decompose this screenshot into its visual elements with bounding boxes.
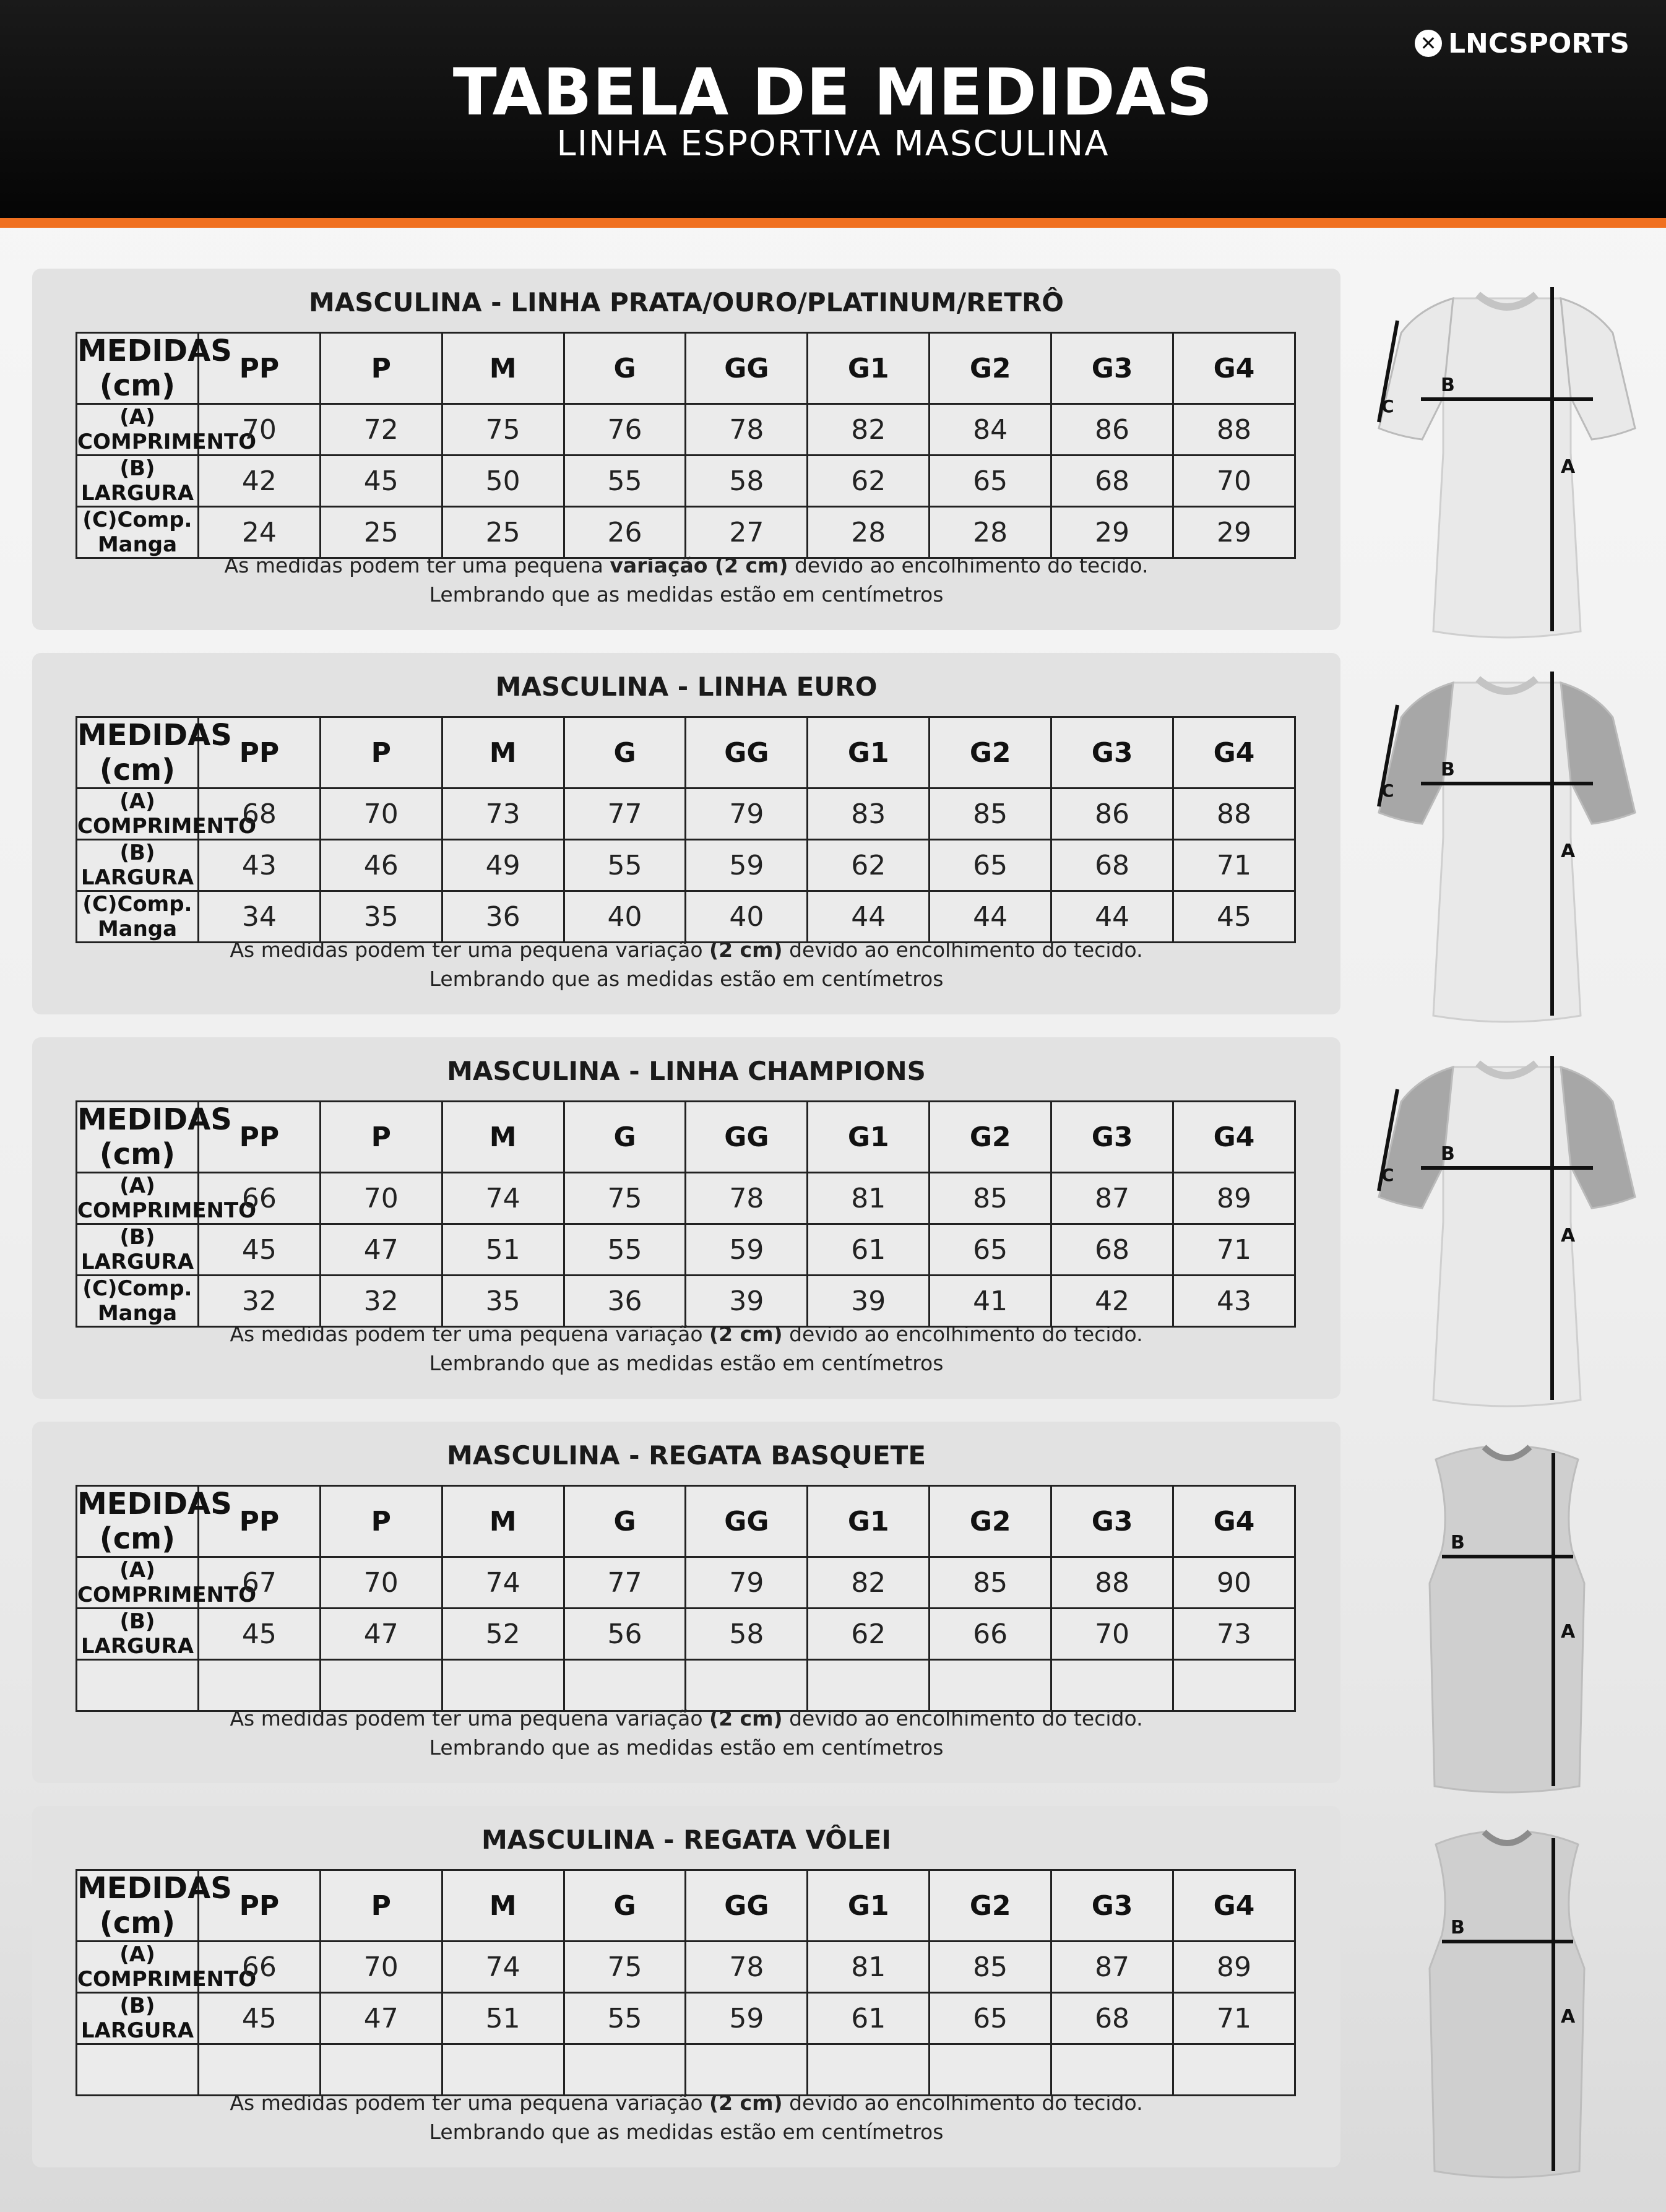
value-cell: 82: [808, 1557, 930, 1609]
size-header: G1: [808, 717, 930, 788]
value-cell: 66: [198, 1173, 320, 1224]
row-label: [77, 1660, 199, 1711]
measure-header: MEDIDAS (cm): [77, 1871, 232, 1940]
value-cell: [1173, 2044, 1295, 2096]
value-cell: 85: [930, 1942, 1051, 1993]
row-largura: [77, 840, 1295, 891]
row-label: [77, 2044, 199, 2096]
garment-diagram: [1366, 1428, 1647, 1794]
note-line-1: [32, 553, 1340, 577]
value-cell: 78: [686, 1173, 808, 1224]
row-manga: [77, 1276, 1295, 1327]
value-cell: 70: [198, 404, 320, 456]
note-bold: (2 cm): [709, 1322, 783, 1346]
note-text: devido ao encolhimento do tecido.: [782, 1322, 1143, 1346]
size-header: P: [320, 1486, 442, 1557]
size-header: G2: [930, 1102, 1051, 1173]
note-text: devido ao encolhimento do tecido.: [782, 2091, 1143, 2115]
value-cell: [808, 2044, 930, 2096]
size-header: G4: [1173, 333, 1295, 404]
value-cell: 78: [686, 1942, 808, 1993]
value-cell: 27: [686, 507, 808, 558]
right-sleeve-shape: [1561, 683, 1635, 824]
value-cell: 44: [930, 891, 1051, 943]
note-bold: (2 cm): [709, 1706, 783, 1730]
size-header: G: [564, 1102, 686, 1173]
size-header: GG: [686, 717, 808, 788]
header-row: [77, 717, 1295, 788]
value-cell: 67: [198, 1557, 320, 1609]
value-cell: 89: [1173, 1942, 1295, 1993]
value-cell: 51: [442, 1224, 564, 1276]
size-table: [76, 1100, 1296, 1328]
size-header: G4: [1173, 717, 1295, 788]
size-header: M: [442, 1486, 564, 1557]
value-cell: 68: [1051, 840, 1173, 891]
value-cell: 52: [442, 1609, 564, 1660]
value-cell: 32: [198, 1276, 320, 1327]
value-cell: 70: [320, 788, 442, 840]
row-label: (A) COMPRIMENTO: [77, 1173, 257, 1223]
value-cell: 71: [1173, 840, 1295, 891]
value-cell: 65: [930, 1224, 1051, 1276]
value-cell: 34: [198, 891, 320, 943]
value-cell: 55: [564, 840, 686, 891]
header-accent-stripe: [0, 218, 1666, 228]
size-header: G1: [808, 333, 930, 404]
shirt-body-shape: [1433, 298, 1581, 637]
value-cell: 88: [1051, 1557, 1173, 1609]
note-text: As medidas podem ter uma pequena variação: [230, 938, 710, 962]
value-cell: 26: [564, 507, 686, 558]
size-header: P: [320, 1102, 442, 1173]
note-bold: variação (2 cm): [610, 553, 788, 577]
value-cell: 81: [808, 1173, 930, 1224]
row-label: (B) LARGURA: [77, 456, 199, 507]
size-header: PP: [198, 333, 320, 404]
brand-logo: [1415, 27, 1629, 59]
value-cell: 40: [564, 891, 686, 943]
value-cell: 90: [1173, 1557, 1295, 1609]
size-header: G2: [930, 1870, 1051, 1942]
right-sleeve-shape: [1561, 1067, 1635, 1208]
size-header: G2: [930, 717, 1051, 788]
size-header: G1: [808, 1486, 930, 1557]
note-line-1: [32, 1322, 1340, 1346]
value-cell: [442, 2044, 564, 2096]
size-header: G1: [808, 1102, 930, 1173]
value-cell: [320, 2044, 442, 2096]
size-header: G3: [1051, 717, 1173, 788]
value-cell: 50: [442, 456, 564, 507]
note-line-2: Lembrando que as medidas estão em centímetros: [429, 582, 944, 607]
value-cell: 42: [1051, 1276, 1173, 1327]
value-cell: 62: [808, 456, 930, 507]
value-cell: 86: [1051, 404, 1173, 456]
size-header: P: [320, 1870, 442, 1942]
measure-label-a: A: [1561, 2006, 1576, 2028]
note-bold: (2 cm): [709, 2091, 783, 2115]
value-cell: 85: [930, 788, 1051, 840]
row-label: (C)Comp. Manga: [77, 1276, 199, 1327]
measure-header: MEDIDAS (cm): [77, 1487, 232, 1556]
measure-header: MEDIDAS (cm): [77, 334, 232, 403]
row-label: (A) COMPRIMENTO: [77, 789, 257, 839]
shirt-body-shape: [1433, 683, 1581, 1022]
value-cell: 58: [686, 1609, 808, 1660]
value-cell: 61: [808, 1224, 930, 1276]
page-subtitle: LINHA ESPORTIVA MASCULINA: [556, 124, 1110, 164]
value-cell: 68: [198, 788, 320, 840]
value-cell: 66: [930, 1609, 1051, 1660]
value-cell: 71: [1173, 1993, 1295, 2044]
size-header: P: [320, 333, 442, 404]
note-text: As medidas podem ter uma pequena: [224, 553, 610, 577]
value-cell: 35: [442, 1276, 564, 1327]
measure-label-a: A: [1561, 1225, 1576, 1246]
value-cell: 44: [1051, 891, 1173, 943]
value-cell: 45: [1173, 891, 1295, 943]
size-panel: [32, 1806, 1340, 2167]
panel-title: MASCULINA - LINHA PRATA/OURO/PLATINUM/RETRÔ: [309, 287, 1064, 318]
value-cell: 82: [808, 404, 930, 456]
value-cell: 42: [198, 456, 320, 507]
value-cell: [442, 1660, 564, 1711]
value-cell: 43: [1173, 1276, 1295, 1327]
value-cell: 88: [1173, 788, 1295, 840]
note-line-2: Lembrando que as medidas estão em centímetros: [429, 1735, 944, 1760]
size-header: M: [442, 1870, 564, 1942]
size-header: M: [442, 333, 564, 404]
value-cell: 68: [1051, 1224, 1173, 1276]
value-cell: 40: [686, 891, 808, 943]
value-cell: 28: [808, 507, 930, 558]
value-cell: 65: [930, 456, 1051, 507]
tank-top-shape: [1430, 1447, 1584, 1792]
size-header: G: [564, 717, 686, 788]
value-cell: 87: [1051, 1942, 1173, 1993]
size-header: PP: [198, 1486, 320, 1557]
measure-label-b: B: [1451, 1917, 1465, 1938]
value-cell: 47: [320, 1993, 442, 2044]
value-cell: 73: [1173, 1609, 1295, 1660]
value-cell: 68: [1051, 456, 1173, 507]
measure-label-b: B: [1441, 1143, 1455, 1165]
value-cell: 74: [442, 1557, 564, 1609]
value-cell: 70: [320, 1173, 442, 1224]
value-cell: [198, 2044, 320, 2096]
value-cell: 83: [808, 788, 930, 840]
value-cell: 59: [686, 1993, 808, 2044]
row-manga: [77, 891, 1295, 943]
value-cell: 84: [930, 404, 1051, 456]
size-header: G: [564, 1486, 686, 1557]
header-row: [77, 333, 1295, 404]
note-text: As medidas podem ter uma pequena variação: [230, 1706, 710, 1730]
size-header: GG: [686, 1486, 808, 1557]
value-cell: 24: [198, 507, 320, 558]
row-comprimento: [77, 788, 1295, 840]
value-cell: 79: [686, 1557, 808, 1609]
value-cell: 56: [564, 1609, 686, 1660]
garment-diagram: [1366, 1813, 1647, 2179]
value-cell: [686, 2044, 808, 2096]
value-cell: [1051, 2044, 1173, 2096]
value-cell: 29: [1173, 507, 1295, 558]
note-line-2: Lembrando que as medidas estão em centímetros: [429, 1351, 944, 1375]
value-cell: 70: [1173, 456, 1295, 507]
row-label: (B) LARGURA: [77, 1224, 199, 1276]
note-line-2: Lembrando que as medidas estão em centímetros: [429, 967, 944, 991]
value-cell: 45: [320, 456, 442, 507]
brand-mark-icon: ✕: [1415, 30, 1442, 57]
size-panel: [32, 269, 1340, 630]
row-comprimento: [77, 1942, 1295, 1993]
size-panel: [32, 653, 1340, 1014]
measure-label-b: B: [1441, 759, 1455, 780]
tank-top-shape: [1430, 1832, 1584, 2177]
size-header: G3: [1051, 1870, 1173, 1942]
brand-name: LNCSPORTS: [1448, 27, 1629, 59]
value-cell: 39: [808, 1276, 930, 1327]
value-cell: 55: [564, 1993, 686, 2044]
row-label: (A) COMPRIMENTO: [77, 405, 257, 454]
value-cell: 66: [198, 1942, 320, 1993]
row-largura: [77, 456, 1295, 507]
value-cell: 45: [198, 1609, 320, 1660]
header-row: [77, 1486, 1295, 1557]
right-sleeve-shape: [1561, 298, 1635, 439]
value-cell: 71: [1173, 1224, 1295, 1276]
value-cell: 70: [1051, 1609, 1173, 1660]
value-cell: 46: [320, 840, 442, 891]
size-header: PP: [198, 717, 320, 788]
note-text: As medidas podem ter uma pequena variação: [230, 2091, 710, 2115]
garment-diagram: [1366, 1042, 1647, 1407]
value-cell: 36: [564, 1276, 686, 1327]
value-cell: 65: [930, 1993, 1051, 2044]
note-text: devido ao encolhimento do tecido.: [788, 553, 1149, 577]
panel-title: MASCULINA - REGATA BASQUETE: [446, 1440, 926, 1471]
value-cell: 32: [320, 1276, 442, 1327]
size-panel: [32, 1037, 1340, 1399]
value-cell: 79: [686, 788, 808, 840]
value-cell: [930, 2044, 1051, 2096]
size-panel: [32, 1422, 1340, 1783]
measure-label-b: B: [1441, 374, 1455, 396]
note-line-1: [32, 1706, 1340, 1730]
value-cell: [320, 1660, 442, 1711]
page-title: TABELA DE MEDIDAS: [452, 54, 1214, 130]
measure-label-c: C: [1381, 396, 1394, 417]
value-cell: 74: [442, 1173, 564, 1224]
measure-label-c: C: [1381, 1165, 1394, 1185]
value-cell: 65: [930, 840, 1051, 891]
value-cell: 75: [564, 1942, 686, 1993]
size-header: PP: [198, 1102, 320, 1173]
row-comprimento: [77, 404, 1295, 456]
value-cell: 76: [564, 404, 686, 456]
value-cell: 61: [808, 1993, 930, 2044]
row-comprimento: [77, 1173, 1295, 1224]
value-cell: [686, 1660, 808, 1711]
note-text: devido ao encolhimento do tecido.: [782, 938, 1143, 962]
size-header: G2: [930, 1486, 1051, 1557]
value-cell: 70: [320, 1557, 442, 1609]
value-cell: 28: [930, 507, 1051, 558]
measure-label-a: A: [1561, 456, 1576, 478]
size-table: [76, 1485, 1296, 1712]
value-cell: [1173, 1660, 1295, 1711]
value-cell: 85: [930, 1557, 1051, 1609]
size-header: P: [320, 717, 442, 788]
value-cell: 68: [1051, 1993, 1173, 2044]
value-cell: [1051, 1660, 1173, 1711]
value-cell: 89: [1173, 1173, 1295, 1224]
measure-label-a: A: [1561, 840, 1576, 862]
value-cell: 25: [442, 507, 564, 558]
header-row: [77, 1102, 1295, 1173]
size-header: G1: [808, 1870, 930, 1942]
value-cell: 62: [808, 1609, 930, 1660]
size-header: GG: [686, 333, 808, 404]
size-header: G4: [1173, 1870, 1295, 1942]
size-header: M: [442, 1102, 564, 1173]
panel-title: MASCULINA - LINHA CHAMPIONS: [447, 1056, 926, 1086]
row-manga: [77, 1660, 1295, 1711]
value-cell: 55: [564, 1224, 686, 1276]
value-cell: 75: [442, 404, 564, 456]
value-cell: 39: [686, 1276, 808, 1327]
size-header: G4: [1173, 1486, 1295, 1557]
row-largura: [77, 1609, 1295, 1660]
value-cell: 35: [320, 891, 442, 943]
value-cell: 77: [564, 1557, 686, 1609]
value-cell: 55: [564, 456, 686, 507]
row-largura: [77, 1224, 1295, 1276]
row-label: (C)Comp. Manga: [77, 891, 199, 943]
measure-label-b: B: [1451, 1532, 1465, 1553]
size-header: G: [564, 1870, 686, 1942]
value-cell: 43: [198, 840, 320, 891]
note-line-1: [32, 2091, 1340, 2115]
value-cell: 72: [320, 404, 442, 456]
note-bold: (2 cm): [709, 938, 783, 962]
value-cell: 85: [930, 1173, 1051, 1224]
row-label: (B) LARGURA: [77, 1993, 199, 2044]
note-text: As medidas podem ter uma pequena variação: [230, 1322, 710, 1346]
size-header: PP: [198, 1870, 320, 1942]
value-cell: 47: [320, 1609, 442, 1660]
value-cell: [808, 1660, 930, 1711]
value-cell: 45: [198, 1224, 320, 1276]
note-line-1: [32, 938, 1340, 962]
size-table: [76, 716, 1296, 943]
row-label: (B) LARGURA: [77, 1609, 199, 1660]
row-manga: [77, 507, 1295, 558]
measure-header: MEDIDAS (cm): [77, 1102, 232, 1172]
size-table: [76, 1869, 1296, 2096]
value-cell: 59: [686, 840, 808, 891]
value-cell: [564, 2044, 686, 2096]
value-cell: [564, 1660, 686, 1711]
size-header: G3: [1051, 1486, 1173, 1557]
row-largura: [77, 1993, 1295, 2044]
value-cell: 47: [320, 1224, 442, 1276]
value-cell: 70: [320, 1942, 442, 1993]
value-cell: 58: [686, 456, 808, 507]
row-label: (B) LARGURA: [77, 840, 199, 891]
note-text: devido ao encolhimento do tecido.: [782, 1706, 1143, 1730]
value-cell: 86: [1051, 788, 1173, 840]
value-cell: 44: [808, 891, 930, 943]
row-comprimento: [77, 1557, 1295, 1609]
measure-label-a: A: [1561, 1621, 1576, 1643]
value-cell: 81: [808, 1942, 930, 1993]
size-header: G: [564, 333, 686, 404]
value-cell: 62: [808, 840, 930, 891]
header-row: [77, 1870, 1295, 1942]
size-table: [76, 332, 1296, 559]
note-line-2: Lembrando que as medidas estão em centímetros: [429, 2120, 944, 2144]
value-cell: 29: [1051, 507, 1173, 558]
value-cell: 36: [442, 891, 564, 943]
size-header: G2: [930, 333, 1051, 404]
value-cell: 59: [686, 1224, 808, 1276]
value-cell: 75: [564, 1173, 686, 1224]
value-cell: 88: [1173, 404, 1295, 456]
row-label: (A) COMPRIMENTO: [77, 1558, 257, 1607]
value-cell: 45: [198, 1993, 320, 2044]
measure-label-c: C: [1381, 780, 1394, 801]
size-header: G3: [1051, 333, 1173, 404]
garment-diagram: [1366, 274, 1647, 639]
value-cell: 25: [320, 507, 442, 558]
value-cell: 41: [930, 1276, 1051, 1327]
size-header: G3: [1051, 1102, 1173, 1173]
panel-title: MASCULINA - REGATA VÔLEI: [481, 1825, 891, 1855]
measure-header: MEDIDAS (cm): [77, 718, 232, 787]
size-header: GG: [686, 1102, 808, 1173]
size-header: M: [442, 717, 564, 788]
row-label: (A) COMPRIMENTO: [77, 1942, 257, 1992]
garment-diagram: [1366, 658, 1647, 1023]
row-label: (C)Comp. Manga: [77, 507, 199, 558]
panel-title: MASCULINA - LINHA EURO: [495, 672, 878, 702]
size-header: GG: [686, 1870, 808, 1942]
row-manga: [77, 2044, 1295, 2096]
value-cell: [198, 1660, 320, 1711]
value-cell: 77: [564, 788, 686, 840]
value-cell: 78: [686, 404, 808, 456]
value-cell: [930, 1660, 1051, 1711]
value-cell: 74: [442, 1942, 564, 1993]
value-cell: 51: [442, 1993, 564, 2044]
size-header: G4: [1173, 1102, 1295, 1173]
value-cell: 49: [442, 840, 564, 891]
value-cell: 87: [1051, 1173, 1173, 1224]
value-cell: 73: [442, 788, 564, 840]
shirt-body-shape: [1433, 1067, 1581, 1406]
